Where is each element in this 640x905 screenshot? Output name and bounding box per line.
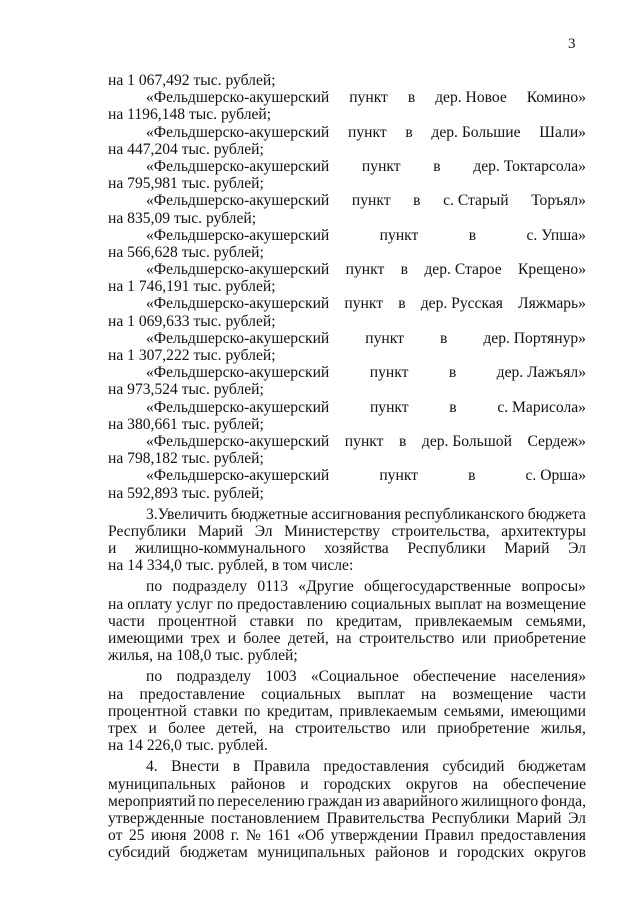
word: 161 [267,827,291,845]
fap-item-amount-line: на 447,204 тыс. рублей; [108,140,264,158]
word: услуг [176,595,213,613]
word: Эл [568,809,586,827]
title-word: «Фельдшерско-акушерский [146,261,330,279]
word: подразделу [172,578,248,596]
word: строительство [358,630,455,647]
paragraph-line [108,703,586,720]
title-word: Торъял» [531,192,586,210]
word: Марий [516,809,562,827]
fap-item-title-line [108,227,586,244]
word: граждан [307,792,363,810]
fap-item-title-line [108,399,586,416]
fap-item-title-line [108,192,586,209]
word: 14 [127,737,143,755]
title-word: с. Орша» [525,467,586,485]
word: обеспечение [502,775,586,793]
word: Эл [568,540,586,558]
word: Марий [504,540,550,558]
fap-item-title-line [108,364,586,381]
word: субсидий [442,758,505,776]
document-body [108,72,586,861]
word: том [283,557,308,575]
word: вопросы» [521,578,586,596]
word: 226,0 [146,737,182,755]
title-word: дер. Новое [435,89,507,107]
word: части [108,612,145,630]
word: имеющими [108,630,184,647]
word: на [108,557,124,575]
title-word: в [468,467,476,485]
word: «Об [297,827,325,845]
word: на [268,719,284,737]
word: жилищного [461,792,539,810]
title-word: с. Старый [443,192,509,210]
word: фонда, [541,792,586,810]
word: числе: [311,557,354,575]
word: Республики [108,522,187,540]
word: рублей, [218,557,268,575]
title-word: «Фельдшерско-акушерский [146,89,330,107]
word: из [365,792,380,810]
word: районов [374,844,430,862]
word: мероприятий [108,792,196,810]
word: на [336,630,352,647]
word: на [157,647,173,665]
fap-item-list [108,89,586,502]
word: строительства, [391,522,490,540]
word: тыс. [185,737,215,755]
title-word: Сердеж» [527,432,586,450]
word: бюджета [527,505,586,523]
title-word: пункт [347,123,387,141]
word: и [227,630,236,647]
word: приобретение [437,719,530,737]
paragraph-subsection-1003 [108,668,586,754]
word: утверждении [330,827,418,845]
title-word: «Фельдшерско-акушерский [146,295,330,313]
word: и [300,775,309,793]
word: архитектуры [501,522,586,540]
title-word: в [413,192,421,210]
title-word: пункт [365,329,404,347]
word: предоставления [323,758,429,776]
title-word: пункт [379,467,419,485]
fap-item-amount-line: на 795,981 тыс. рублей; [108,175,264,193]
title-word: пункт [351,192,391,210]
word: привлекаемым [414,612,513,630]
word: № [245,827,261,845]
word: Министерству [284,522,380,540]
title-word: Ляжмарь» [518,295,586,313]
title-word: в [405,123,413,141]
paragraph-line [108,596,586,613]
word: Марий [197,522,244,540]
title-word: Шали» [539,123,586,141]
fap-item-title-line [108,330,586,347]
word: по [306,612,323,630]
word: на [420,685,437,703]
word: процентной [157,612,237,630]
title-word: «Фельдшерско-акушерский [146,226,330,244]
word: общегосударственные [364,578,512,596]
title-word: в [433,157,441,175]
fap-item-amount-line: на 380,661 тыс. рублей; [108,415,264,433]
title-word: «Фельдшерско-акушерский [146,432,330,450]
word: предоставление [139,685,245,703]
word: аварийного [382,792,459,810]
word: 2008 [193,827,225,845]
word: «Другие [298,578,354,596]
word: 334,0 [146,557,182,575]
word: более [243,630,281,647]
word: социальных [351,595,432,613]
word: части [549,685,586,703]
word: более [168,719,206,737]
word: процентной [108,702,187,720]
title-word: пункт [379,226,419,244]
word: «Социальное [310,668,399,686]
word: рублей. [218,737,268,755]
word: возмещение [505,595,586,613]
fap-item-title-line [108,89,586,106]
word: округов [534,844,586,862]
word: г. [230,827,240,845]
word: Эл [254,522,273,540]
paragraph-line [108,720,586,737]
title-word: дер. Лажъял» [496,364,586,382]
word: жилищно-коммунального [134,540,306,558]
title-word: дер. Большие [431,123,521,141]
word: 108,0 [176,647,212,665]
word: в [271,557,280,575]
word: республиканского [404,505,525,523]
word: на [108,595,124,613]
word: населения» [510,668,586,686]
word: кредитам, [335,612,402,630]
paragraph-line [108,737,586,754]
word: и [148,719,157,737]
word: подразделу [176,668,252,686]
title-word: пункт [345,261,385,279]
title-word: пункт [369,398,409,416]
word: и [108,540,117,558]
word: предоставлению [237,595,348,613]
word: тыс. [185,557,215,575]
word: бюджетам [517,758,586,776]
paragraph-line [108,540,586,557]
title-word: пункт [349,89,388,107]
title-word: «Фельдшерско-акушерский [146,157,330,175]
word: утвержденные [108,809,205,827]
word: привлекаемым [339,702,438,720]
word: по [216,595,233,613]
word: в [232,758,241,776]
word: и [438,844,448,862]
word: на [108,737,124,755]
paragraph-section-3 [108,506,586,575]
word: бюджетам [179,844,248,862]
word: Правил [424,827,474,845]
word: Республики [407,540,486,558]
title-word: Комино» [526,89,586,107]
word: строительство [295,719,391,737]
word: муниципальных [108,775,216,793]
fap-item-title-line [108,158,586,175]
word: трех [190,630,221,647]
paragraph-line [108,630,586,647]
word: семьями, [525,612,586,630]
page-number: 3 [568,36,576,52]
word: выплат [435,595,483,613]
paragraph-line [108,613,586,630]
word: субсидий [108,844,171,862]
fap-item-amount-line: на 592,893 тыс. рублей; [108,484,264,502]
word: приобретение [493,630,586,647]
fap-item-title-line [108,124,586,141]
paragraph-line [108,827,586,844]
word: кредитам, [266,702,333,720]
word: жилья, [108,647,154,665]
paragraph-line [108,686,586,703]
fap-item-amount-line: на 835,09 тыс. рублей; [108,209,257,227]
title-word: пункт [344,432,384,450]
fap-item-amount-line: на 798,182 тыс. рублей; [108,450,264,468]
word: предоставления [480,827,586,845]
word: по [198,792,215,810]
word: Правительства [326,809,425,827]
title-word: дер. Портянур» [483,329,586,347]
word: или [461,630,487,647]
paragraph-line [108,758,586,775]
fap-item-title-line [108,295,586,312]
paragraph-line [108,776,586,793]
paragraph-section-4 [108,758,586,861]
word: по [244,702,261,720]
tail-amount-line: на 1 067,492 тыс. рублей; [108,72,276,89]
word: бюджетные [231,505,308,523]
word: на [486,595,502,613]
paragraph-line [108,578,586,595]
title-word: дер. Токтарсола» [473,157,586,175]
title-word: в [399,432,407,450]
word: 3.Увеличить [146,505,228,523]
word: детей, [287,630,329,647]
fap-item-amount-line: на 1 069,633 тыс. рублей; [108,312,276,330]
paragraph-subsection-0113 [108,578,586,664]
word: переселению [217,792,305,810]
title-word: «Фельдшерско-акушерский [146,329,330,347]
fap-item-title-line [108,467,586,484]
word: социальных [261,685,342,703]
title-word: с. Упша» [526,226,586,244]
title-word: «Фельдшерско-акушерский [146,364,330,382]
word: оплату [127,595,173,613]
fap-item-amount-line: на 973,524 тыс. рублей; [108,381,264,399]
title-word: в [400,261,409,279]
word: обеспечение [413,668,497,686]
paragraph-line [108,668,586,685]
title-word: в [468,226,477,244]
word: 4. [146,758,158,776]
fap-item-amount-line: на 1 307,222 тыс. рублей; [108,347,276,364]
word: рублей; [247,647,298,665]
word: 1003 [265,668,297,686]
word: от [108,827,123,845]
paragraph-line [108,647,586,664]
word: Республики [431,809,510,827]
word: хозяйства [324,540,389,558]
word: Правила [253,758,310,776]
word: тыс. [215,647,244,665]
word: детей, [216,719,258,737]
word: июня [151,827,187,845]
title-word: в [449,398,457,416]
title-word: Крещено» [518,261,586,279]
paragraph-line [108,506,586,523]
paragraph-line [108,844,586,861]
title-word: «Фельдшерско-акушерский [146,192,330,210]
title-word: в [439,329,448,347]
word: по [146,668,163,686]
word: 0113 [257,578,288,596]
title-word: «Фельдшерско-акушерский [146,123,330,141]
word: ставки [193,702,238,720]
word: на [472,775,489,793]
title-word: «Фельдшерско-акушерский [146,467,330,485]
word: семьями, [443,702,505,720]
fap-item-amount-line: на 1 746,191 тыс. рублей; [108,278,276,296]
word: ассигнования [311,505,402,523]
title-word: в [398,295,406,313]
word: по [146,578,163,596]
word: городских [323,775,391,793]
word: округов [405,775,458,793]
word: 14 [127,557,143,575]
word: на [108,685,124,703]
fap-item-amount-line: на 1196,148 тыс. рублей; [108,106,272,124]
word: муниципальных [257,844,366,862]
title-word: в [407,89,416,107]
word: или [401,719,427,737]
fap-item-title-line [108,433,586,450]
paragraph-line [108,557,586,574]
word: ставки [249,612,294,630]
title-word: «Фельдшерско-акушерский [146,398,330,416]
word: постановлением [210,809,320,827]
word: трех [108,719,138,737]
paragraph-line [108,793,586,810]
word: 25 [128,827,145,845]
title-word: пункт [344,295,384,313]
title-word: пункт [369,364,409,382]
word: выплат [357,685,405,703]
word: жилья, [540,719,586,737]
title-word: дер. Русская [420,295,503,313]
title-word: в [448,364,457,382]
paragraph-line [108,810,586,827]
title-word: с. Марисола» [497,398,586,416]
fap-item-title-line [108,261,586,278]
fap-item-amount-line: на 566,628 тыс. рублей; [108,243,264,261]
word: имеющими [510,702,586,720]
title-word: дер. Старое [424,261,502,279]
word: районов [230,775,286,793]
word: возмещение [452,685,533,703]
paragraph-line [108,523,586,540]
word: Внести [171,758,220,776]
title-word: пункт [361,157,401,175]
word: городских [456,844,525,862]
title-word: дер. Большой [421,432,512,450]
